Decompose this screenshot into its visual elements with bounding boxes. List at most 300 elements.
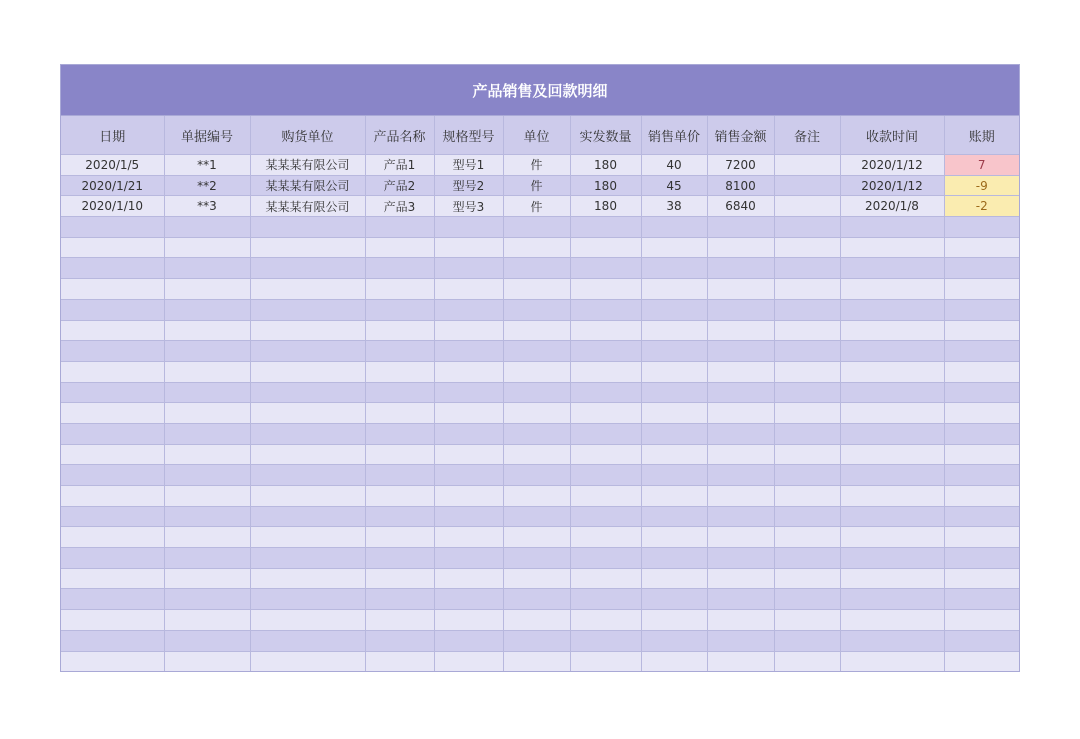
cell-product[interactable] — [365, 486, 434, 507]
cell-buyer[interactable] — [250, 610, 365, 631]
cell-model[interactable]: 型号1 — [434, 155, 503, 176]
cell-pay-date[interactable]: 2020/1/12 — [840, 175, 944, 196]
cell-date[interactable] — [61, 589, 164, 610]
cell-note[interactable] — [774, 630, 840, 651]
cell-unit[interactable]: 件 — [503, 175, 570, 196]
cell-product[interactable] — [365, 341, 434, 362]
cell-product[interactable] — [365, 548, 434, 569]
cell-amount[interactable] — [707, 258, 774, 279]
cell-pay-date[interactable] — [840, 506, 944, 527]
cell-note[interactable] — [774, 403, 840, 424]
cell-note[interactable] — [774, 589, 840, 610]
cell-period[interactable] — [944, 589, 1019, 610]
cell-pay-date[interactable]: 2020/1/12 — [840, 155, 944, 176]
cell-product[interactable] — [365, 299, 434, 320]
cell-qty[interactable] — [570, 237, 641, 258]
cell-price[interactable] — [641, 299, 707, 320]
cell-doc-no[interactable] — [164, 610, 250, 631]
cell-model[interactable] — [434, 258, 503, 279]
cell-price[interactable] — [641, 568, 707, 589]
cell-period[interactable] — [944, 341, 1019, 362]
cell-doc-no[interactable] — [164, 444, 250, 465]
cell-product[interactable] — [365, 630, 434, 651]
column-header-price[interactable]: 销售单价 — [641, 116, 707, 155]
column-header-period[interactable]: 账期 — [944, 116, 1019, 155]
cell-doc-no[interactable] — [164, 589, 250, 610]
cell-model[interactable] — [434, 299, 503, 320]
cell-unit[interactable] — [503, 486, 570, 507]
cell-model[interactable] — [434, 548, 503, 569]
cell-product[interactable] — [365, 258, 434, 279]
cell-pay-date[interactable] — [840, 423, 944, 444]
cell-doc-no[interactable]: **3 — [164, 196, 250, 217]
cell-model[interactable] — [434, 403, 503, 424]
cell-pay-date[interactable] — [840, 444, 944, 465]
cell-price[interactable] — [641, 237, 707, 258]
cell-amount[interactable] — [707, 506, 774, 527]
cell-note[interactable] — [774, 548, 840, 569]
cell-qty[interactable] — [570, 465, 641, 486]
cell-amount[interactable] — [707, 382, 774, 403]
cell-price[interactable] — [641, 341, 707, 362]
cell-model[interactable] — [434, 341, 503, 362]
cell-amount[interactable] — [707, 341, 774, 362]
cell-model[interactable] — [434, 382, 503, 403]
cell-date[interactable] — [61, 527, 164, 548]
cell-period[interactable] — [944, 279, 1019, 300]
cell-doc-no[interactable] — [164, 465, 250, 486]
cell-price[interactable] — [641, 651, 707, 671]
cell-unit[interactable]: 件 — [503, 196, 570, 217]
cell-amount[interactable] — [707, 568, 774, 589]
cell-qty[interactable] — [570, 444, 641, 465]
cell-buyer[interactable] — [250, 630, 365, 651]
cell-amount[interactable] — [707, 651, 774, 671]
cell-doc-no[interactable] — [164, 361, 250, 382]
cell-amount[interactable] — [707, 630, 774, 651]
cell-note[interactable] — [774, 610, 840, 631]
cell-pay-date[interactable] — [840, 651, 944, 671]
cell-model[interactable] — [434, 630, 503, 651]
cell-amount[interactable] — [707, 527, 774, 548]
column-header-doc-no[interactable]: 单据编号 — [164, 116, 250, 155]
cell-unit[interactable] — [503, 506, 570, 527]
cell-period[interactable] — [944, 423, 1019, 444]
cell-price[interactable] — [641, 217, 707, 238]
cell-product[interactable]: 产品1 — [365, 155, 434, 176]
column-header-qty[interactable]: 实发数量 — [570, 116, 641, 155]
cell-pay-date[interactable] — [840, 237, 944, 258]
cell-pay-date[interactable] — [840, 630, 944, 651]
cell-price[interactable] — [641, 630, 707, 651]
cell-doc-no[interactable] — [164, 486, 250, 507]
cell-pay-date[interactable] — [840, 610, 944, 631]
cell-amount[interactable] — [707, 237, 774, 258]
cell-amount[interactable]: 8100 — [707, 175, 774, 196]
cell-period[interactable] — [944, 382, 1019, 403]
cell-buyer[interactable] — [250, 568, 365, 589]
cell-product[interactable] — [365, 568, 434, 589]
cell-doc-no[interactable] — [164, 527, 250, 548]
cell-buyer[interactable] — [250, 651, 365, 671]
cell-price[interactable] — [641, 589, 707, 610]
cell-buyer[interactable] — [250, 403, 365, 424]
cell-doc-no[interactable] — [164, 320, 250, 341]
cell-price[interactable] — [641, 465, 707, 486]
cell-price[interactable]: 45 — [641, 175, 707, 196]
cell-amount[interactable] — [707, 486, 774, 507]
cell-buyer[interactable] — [250, 341, 365, 362]
cell-qty[interactable] — [570, 320, 641, 341]
cell-date[interactable] — [61, 444, 164, 465]
cell-amount[interactable]: 7200 — [707, 155, 774, 176]
cell-price[interactable]: 40 — [641, 155, 707, 176]
cell-product[interactable] — [365, 320, 434, 341]
cell-date[interactable]: 2020/1/5 — [61, 155, 164, 176]
cell-buyer[interactable] — [250, 486, 365, 507]
cell-date[interactable] — [61, 506, 164, 527]
cell-period[interactable]: 7 — [944, 155, 1019, 176]
column-header-unit[interactable]: 单位 — [503, 116, 570, 155]
cell-date[interactable] — [61, 320, 164, 341]
column-header-model[interactable]: 规格型号 — [434, 116, 503, 155]
cell-buyer[interactable] — [250, 444, 365, 465]
cell-buyer[interactable] — [250, 258, 365, 279]
cell-price[interactable] — [641, 444, 707, 465]
cell-qty[interactable] — [570, 423, 641, 444]
cell-unit[interactable] — [503, 382, 570, 403]
cell-unit[interactable] — [503, 465, 570, 486]
cell-buyer[interactable] — [250, 299, 365, 320]
cell-doc-no[interactable] — [164, 217, 250, 238]
cell-doc-no[interactable] — [164, 341, 250, 362]
cell-buyer[interactable] — [250, 361, 365, 382]
cell-pay-date[interactable] — [840, 279, 944, 300]
cell-model[interactable] — [434, 320, 503, 341]
cell-unit[interactable] — [503, 320, 570, 341]
cell-date[interactable] — [61, 403, 164, 424]
cell-model[interactable] — [434, 589, 503, 610]
cell-pay-date[interactable] — [840, 382, 944, 403]
cell-buyer[interactable] — [250, 506, 365, 527]
cell-unit[interactable] — [503, 651, 570, 671]
cell-product[interactable] — [365, 217, 434, 238]
cell-model[interactable] — [434, 610, 503, 631]
cell-unit[interactable] — [503, 527, 570, 548]
cell-note[interactable] — [774, 382, 840, 403]
cell-qty[interactable] — [570, 568, 641, 589]
cell-period[interactable] — [944, 237, 1019, 258]
cell-product[interactable] — [365, 237, 434, 258]
cell-qty[interactable] — [570, 217, 641, 238]
cell-buyer[interactable] — [250, 548, 365, 569]
cell-pay-date[interactable]: 2020/1/8 — [840, 196, 944, 217]
cell-doc-no[interactable] — [164, 651, 250, 671]
cell-product[interactable]: 产品2 — [365, 175, 434, 196]
cell-qty[interactable] — [570, 361, 641, 382]
cell-model[interactable] — [434, 465, 503, 486]
cell-product[interactable] — [365, 527, 434, 548]
cell-note[interactable] — [774, 175, 840, 196]
cell-pay-date[interactable] — [840, 341, 944, 362]
cell-pay-date[interactable] — [840, 486, 944, 507]
cell-qty[interactable] — [570, 382, 641, 403]
cell-note[interactable] — [774, 196, 840, 217]
cell-model[interactable] — [434, 423, 503, 444]
cell-note[interactable] — [774, 320, 840, 341]
cell-buyer[interactable]: 某某某有限公司 — [250, 155, 365, 176]
cell-product[interactable] — [365, 361, 434, 382]
cell-date[interactable] — [61, 568, 164, 589]
cell-qty[interactable] — [570, 589, 641, 610]
cell-price[interactable] — [641, 361, 707, 382]
cell-date[interactable] — [61, 341, 164, 362]
cell-price[interactable] — [641, 506, 707, 527]
cell-price[interactable] — [641, 486, 707, 507]
cell-date[interactable] — [61, 299, 164, 320]
column-header-amount[interactable]: 销售金额 — [707, 116, 774, 155]
cell-date[interactable] — [61, 423, 164, 444]
cell-qty[interactable]: 180 — [570, 196, 641, 217]
cell-product[interactable] — [365, 651, 434, 671]
cell-model[interactable]: 型号3 — [434, 196, 503, 217]
cell-model[interactable] — [434, 506, 503, 527]
cell-date[interactable] — [61, 382, 164, 403]
cell-model[interactable] — [434, 444, 503, 465]
cell-model[interactable] — [434, 217, 503, 238]
cell-price[interactable] — [641, 610, 707, 631]
cell-pay-date[interactable] — [840, 548, 944, 569]
cell-price[interactable] — [641, 423, 707, 444]
cell-unit[interactable] — [503, 630, 570, 651]
cell-date[interactable] — [61, 548, 164, 569]
cell-period[interactable]: -9 — [944, 175, 1019, 196]
cell-doc-no[interactable] — [164, 258, 250, 279]
cell-buyer[interactable] — [250, 237, 365, 258]
cell-product[interactable] — [365, 506, 434, 527]
cell-doc-no[interactable] — [164, 568, 250, 589]
cell-amount[interactable] — [707, 465, 774, 486]
cell-note[interactable] — [774, 217, 840, 238]
cell-period[interactable]: -2 — [944, 196, 1019, 217]
cell-date[interactable] — [61, 217, 164, 238]
cell-period[interactable] — [944, 568, 1019, 589]
cell-qty[interactable] — [570, 610, 641, 631]
cell-product[interactable]: 产品3 — [365, 196, 434, 217]
cell-date[interactable] — [61, 361, 164, 382]
cell-amount[interactable]: 6840 — [707, 196, 774, 217]
cell-period[interactable] — [944, 651, 1019, 671]
cell-pay-date[interactable] — [840, 217, 944, 238]
cell-buyer[interactable] — [250, 589, 365, 610]
cell-model[interactable] — [434, 279, 503, 300]
cell-period[interactable] — [944, 465, 1019, 486]
cell-qty[interactable] — [570, 299, 641, 320]
cell-price[interactable] — [641, 320, 707, 341]
cell-period[interactable] — [944, 403, 1019, 424]
cell-note[interactable] — [774, 527, 840, 548]
cell-price[interactable] — [641, 258, 707, 279]
cell-date[interactable] — [61, 610, 164, 631]
cell-note[interactable] — [774, 423, 840, 444]
cell-unit[interactable] — [503, 279, 570, 300]
cell-period[interactable] — [944, 506, 1019, 527]
cell-doc-no[interactable] — [164, 630, 250, 651]
column-header-note[interactable]: 备注 — [774, 116, 840, 155]
cell-qty[interactable] — [570, 403, 641, 424]
cell-unit[interactable] — [503, 568, 570, 589]
cell-unit[interactable] — [503, 237, 570, 258]
cell-qty[interactable] — [570, 548, 641, 569]
cell-date[interactable] — [61, 651, 164, 671]
cell-date[interactable] — [61, 279, 164, 300]
cell-model[interactable] — [434, 527, 503, 548]
cell-pay-date[interactable] — [840, 320, 944, 341]
cell-amount[interactable] — [707, 217, 774, 238]
cell-doc-no[interactable]: **2 — [164, 175, 250, 196]
cell-amount[interactable] — [707, 361, 774, 382]
cell-pay-date[interactable] — [840, 465, 944, 486]
cell-doc-no[interactable] — [164, 382, 250, 403]
cell-qty[interactable] — [570, 506, 641, 527]
cell-buyer[interactable] — [250, 465, 365, 486]
cell-unit[interactable] — [503, 423, 570, 444]
cell-unit[interactable] — [503, 217, 570, 238]
column-header-product[interactable]: 产品名称 — [365, 116, 434, 155]
cell-qty[interactable] — [570, 279, 641, 300]
column-header-pay-date[interactable]: 收款时间 — [840, 116, 944, 155]
cell-qty[interactable] — [570, 486, 641, 507]
cell-date[interactable] — [61, 258, 164, 279]
cell-amount[interactable] — [707, 403, 774, 424]
cell-note[interactable] — [774, 651, 840, 671]
cell-amount[interactable] — [707, 589, 774, 610]
cell-note[interactable] — [774, 258, 840, 279]
column-header-buyer[interactable]: 购货单位 — [250, 116, 365, 155]
cell-unit[interactable] — [503, 341, 570, 362]
cell-period[interactable] — [944, 258, 1019, 279]
cell-product[interactable] — [365, 423, 434, 444]
cell-price[interactable] — [641, 382, 707, 403]
cell-note[interactable] — [774, 444, 840, 465]
cell-price[interactable] — [641, 548, 707, 569]
cell-period[interactable] — [944, 527, 1019, 548]
cell-doc-no[interactable] — [164, 403, 250, 424]
cell-qty[interactable] — [570, 258, 641, 279]
cell-doc-no[interactable]: **1 — [164, 155, 250, 176]
cell-qty[interactable]: 180 — [570, 175, 641, 196]
cell-unit[interactable]: 件 — [503, 155, 570, 176]
cell-date[interactable] — [61, 486, 164, 507]
cell-amount[interactable] — [707, 423, 774, 444]
cell-price[interactable] — [641, 403, 707, 424]
cell-period[interactable] — [944, 610, 1019, 631]
cell-product[interactable] — [365, 589, 434, 610]
cell-model[interactable] — [434, 486, 503, 507]
cell-period[interactable] — [944, 548, 1019, 569]
cell-unit[interactable] — [503, 610, 570, 631]
cell-price[interactable] — [641, 527, 707, 548]
cell-buyer[interactable] — [250, 382, 365, 403]
cell-product[interactable] — [365, 610, 434, 631]
cell-doc-no[interactable] — [164, 279, 250, 300]
cell-pay-date[interactable] — [840, 403, 944, 424]
cell-amount[interactable] — [707, 548, 774, 569]
cell-qty[interactable] — [570, 341, 641, 362]
cell-note[interactable] — [774, 237, 840, 258]
cell-doc-no[interactable] — [164, 506, 250, 527]
cell-amount[interactable] — [707, 299, 774, 320]
cell-date[interactable]: 2020/1/10 — [61, 196, 164, 217]
cell-amount[interactable] — [707, 610, 774, 631]
cell-period[interactable] — [944, 320, 1019, 341]
cell-product[interactable] — [365, 382, 434, 403]
cell-date[interactable] — [61, 237, 164, 258]
cell-doc-no[interactable] — [164, 299, 250, 320]
cell-amount[interactable] — [707, 279, 774, 300]
cell-note[interactable] — [774, 155, 840, 176]
cell-model[interactable] — [434, 651, 503, 671]
cell-qty[interactable] — [570, 630, 641, 651]
cell-buyer[interactable] — [250, 320, 365, 341]
cell-doc-no[interactable] — [164, 423, 250, 444]
cell-period[interactable] — [944, 444, 1019, 465]
cell-buyer[interactable] — [250, 279, 365, 300]
cell-price[interactable] — [641, 279, 707, 300]
cell-unit[interactable] — [503, 589, 570, 610]
cell-pay-date[interactable] — [840, 361, 944, 382]
cell-pay-date[interactable] — [840, 568, 944, 589]
cell-buyer[interactable]: 某某某有限公司 — [250, 196, 365, 217]
cell-amount[interactable] — [707, 320, 774, 341]
cell-amount[interactable] — [707, 444, 774, 465]
cell-doc-no[interactable] — [164, 237, 250, 258]
cell-note[interactable] — [774, 486, 840, 507]
column-header-date[interactable]: 日期 — [61, 116, 164, 155]
cell-buyer[interactable] — [250, 423, 365, 444]
cell-period[interactable] — [944, 299, 1019, 320]
cell-period[interactable] — [944, 630, 1019, 651]
cell-unit[interactable] — [503, 299, 570, 320]
cell-note[interactable] — [774, 279, 840, 300]
cell-buyer[interactable] — [250, 217, 365, 238]
cell-buyer[interactable] — [250, 527, 365, 548]
cell-price[interactable]: 38 — [641, 196, 707, 217]
cell-unit[interactable] — [503, 548, 570, 569]
cell-date[interactable] — [61, 630, 164, 651]
cell-product[interactable] — [365, 444, 434, 465]
cell-note[interactable] — [774, 299, 840, 320]
cell-qty[interactable] — [570, 527, 641, 548]
cell-date[interactable]: 2020/1/21 — [61, 175, 164, 196]
cell-note[interactable] — [774, 568, 840, 589]
cell-product[interactable] — [365, 465, 434, 486]
cell-product[interactable] — [365, 403, 434, 424]
cell-pay-date[interactable] — [840, 258, 944, 279]
cell-model[interactable]: 型号2 — [434, 175, 503, 196]
cell-note[interactable] — [774, 465, 840, 486]
cell-qty[interactable]: 180 — [570, 155, 641, 176]
cell-pay-date[interactable] — [840, 299, 944, 320]
cell-qty[interactable] — [570, 651, 641, 671]
cell-period[interactable] — [944, 217, 1019, 238]
cell-doc-no[interactable] — [164, 548, 250, 569]
cell-unit[interactable] — [503, 258, 570, 279]
cell-model[interactable] — [434, 568, 503, 589]
cell-product[interactable] — [365, 279, 434, 300]
cell-pay-date[interactable] — [840, 527, 944, 548]
cell-pay-date[interactable] — [840, 589, 944, 610]
